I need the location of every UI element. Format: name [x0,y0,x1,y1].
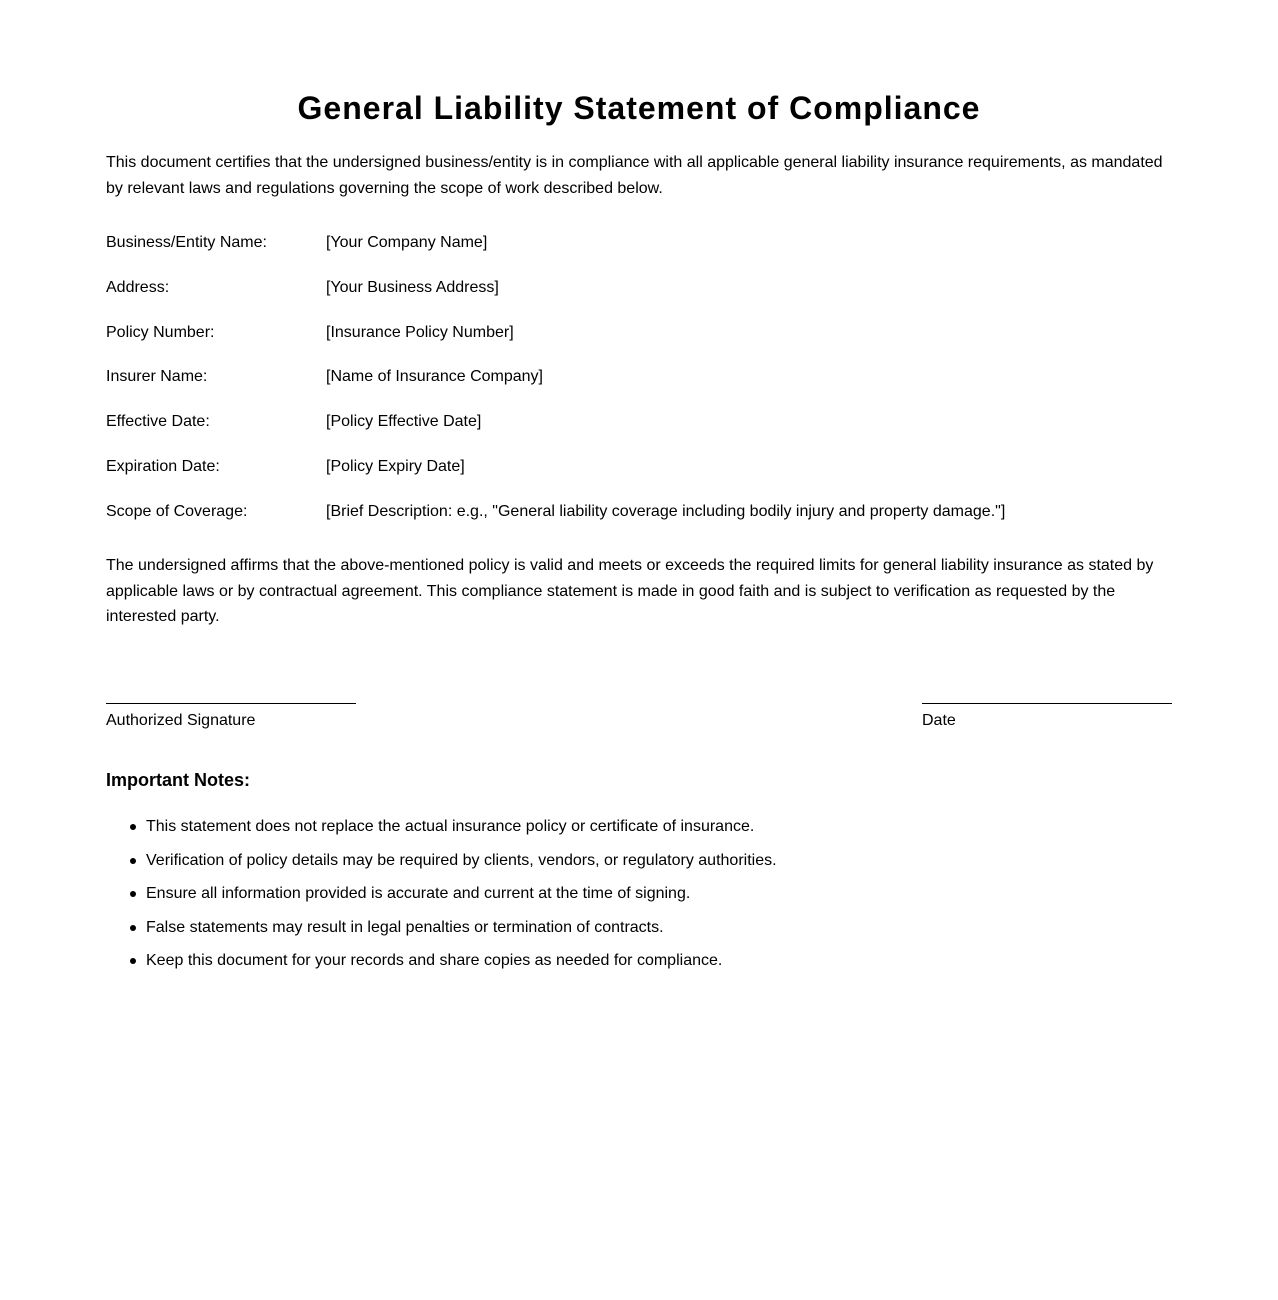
field-value: [Policy Expiry Date] [326,457,465,475]
field-label: Business/Entity Name: [106,234,267,251]
note-text: Verification of policy details may be required by clients, vendors, or regulatory authorities. [146,851,777,869]
intro-paragraph: This document certifies that the undersigned business/entity is in compliance with all applicable general liability insurance requirements, as mandated by relevant laws and regulations governing the scope of work described below. [106,154,1163,197]
field-label: Policy Number: [106,323,215,341]
affirmation-paragraph: The undersigned affirms that the above-mentioned policy is valid and meets or exceeds the required limits for general liability insurance as stated by applicable laws or by contractual agreement. This compliance statement is made in good faith and is subject to verification as requested by the interested party. [106,557,1154,626]
field-value: [Policy Effective Date] [326,413,482,431]
bullet-icon [130,858,136,864]
authorized-signature-label: Authorized Signature [106,712,256,729]
notes-list [106,815,1172,983]
field-row-effective-date [106,408,1172,453]
field-label: Effective Date: [106,413,210,431]
signature-line [106,703,356,704]
document-title: General Liability Statement of Compliance [297,90,981,126]
notes-heading: Important Notes: [106,770,250,790]
policy-details [106,229,1172,543]
field-row-expiration-date [106,453,1172,498]
field-value: [Name of Insurance Company] [326,368,543,386]
list-item [146,815,1172,849]
field-row-policy-number [106,319,1172,364]
authorized-signature-block [106,703,356,731]
date-line [922,703,1172,704]
field-value: [Insurance Policy Number] [326,323,514,341]
field-label: Insurer Name: [106,368,208,386]
list-item [146,916,1172,950]
list-item [146,949,1172,983]
field-value: [Brief Description: e.g., "General liability coverage including bodily injury and property damage."] [326,502,1006,520]
field-label: Scope of Coverage: [106,502,248,520]
date-block [922,703,1172,731]
note-text: False statements may result in legal penalties or termination of contracts. [146,918,664,936]
field-row-address [106,274,1172,319]
field-row-business-name [106,229,1172,274]
list-item [146,882,1172,916]
note-text: This statement does not replace the actual insurance policy or certificate of insurance. [146,818,755,835]
date-label: Date [922,712,956,729]
bullet-icon [130,891,136,897]
bullet-icon [130,958,136,964]
note-text: Keep this document for your records and share copies as needed for compliance. [146,952,723,970]
bullet-icon [130,824,136,830]
field-value: [Your Business Address] [326,278,499,296]
note-text: Ensure all information provided is accurate and current at the time of signing. [146,885,691,903]
list-item [146,849,1172,883]
field-row-insurer-name [106,363,1172,408]
field-row-scope-of-coverage [106,498,1172,543]
bullet-icon [130,925,136,931]
field-label: Address: [106,278,170,296]
field-label: Expiration Date: [106,457,220,475]
field-value: [Your Company Name] [326,234,488,251]
